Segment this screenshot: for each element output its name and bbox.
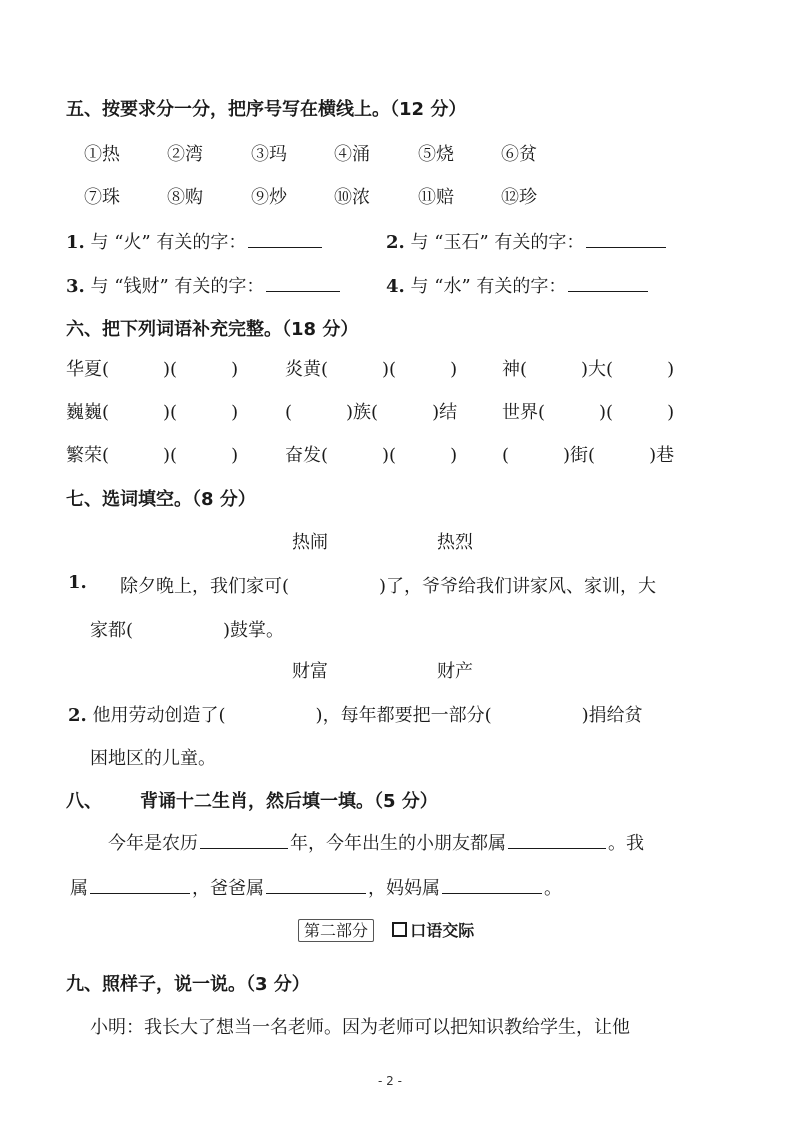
question-number: 1. — [66, 232, 85, 253]
option-item: ⑫珍 — [501, 187, 537, 208]
option-item: ⑦珠 — [84, 187, 120, 208]
question-number: 4. — [386, 276, 405, 297]
option-item: ①热 — [84, 144, 120, 165]
question-number: 3. — [66, 276, 85, 297]
word-option: 热闹 — [292, 532, 328, 553]
option-item: ⑩浓 — [334, 187, 370, 208]
word-option: 财富 — [292, 661, 328, 682]
word-option: 热烈 — [437, 532, 473, 553]
answer-blank[interactable] — [442, 879, 542, 894]
question-7-1-line-2: 家都( )鼓掌。 — [90, 620, 285, 641]
option-item: ⑨炒 — [251, 187, 287, 208]
section-6-title: 六、把下列词语补充完整。（18 分） — [66, 319, 359, 340]
zodiac-line-1: 今年是农历 年，今年出生的小朋友都属 。我 — [108, 833, 644, 854]
option-item: ⑧购 — [167, 187, 203, 208]
idiom-fill[interactable]: 巍巍( )( ) — [66, 402, 239, 423]
idiom-fill[interactable]: ( )族( )结 — [285, 402, 458, 423]
answer-blank[interactable] — [248, 233, 322, 248]
question-text: 与 “玉石” 有关的字： — [410, 232, 585, 253]
option-item: ⑥贫 — [501, 144, 537, 165]
question-7-1-line-1: 除夕晚上，我们家可( )了，爷爷给我们讲家风、家训，大 — [120, 576, 657, 597]
question-number: 2. — [386, 232, 405, 253]
question-number: 1. — [68, 572, 87, 593]
word-option: 财产 — [437, 661, 473, 682]
idiom-fill[interactable]: 繁荣( )( ) — [66, 445, 239, 466]
section-8-title: 八、 背诵十二生肖，然后填一填。（5 分） — [66, 791, 438, 812]
idiom-fill[interactable]: 神( )大( ) — [502, 359, 675, 380]
section-7-title: 七、选词填空。（8 分） — [66, 489, 256, 510]
question-5-4 — [386, 272, 650, 298]
answer-blank[interactable] — [568, 277, 648, 292]
option-item: ⑤烧 — [418, 144, 454, 165]
part-label: 第二部分 — [298, 919, 374, 942]
idiom-fill[interactable]: 华夏( )( ) — [66, 359, 239, 380]
zodiac-line-2: 属 ，爸爸属 ，妈妈属 。 — [70, 878, 562, 899]
question-5-1 — [66, 228, 324, 254]
answer-blank[interactable] — [508, 834, 606, 849]
question-text: 与 “火” 有关的字： — [90, 232, 247, 253]
idiom-fill[interactable]: 炎黄( )( ) — [285, 359, 458, 380]
checkbox-square-icon — [392, 922, 407, 937]
part-title: 口语交际 — [410, 921, 475, 940]
part-2-header — [298, 918, 474, 941]
question-5-2 — [386, 228, 668, 254]
page-number: - 2 - — [378, 1074, 402, 1088]
idiom-fill[interactable]: 世界( )( ) — [502, 402, 675, 423]
question-5-3 — [66, 272, 342, 298]
option-item: ③玛 — [251, 144, 287, 165]
option-item: ⑪赔 — [418, 187, 454, 208]
answer-blank[interactable] — [586, 233, 666, 248]
question-7-2-line-2: 困地区的儿童。 — [90, 748, 216, 769]
answer-blank[interactable] — [90, 879, 190, 894]
question-text: 与 “钱财” 有关的字： — [90, 276, 265, 297]
question-7-2-line-1: 2. 他用劳动创造了( )，每年都要把一部分( )捐给贫 — [68, 705, 643, 726]
answer-blank[interactable] — [266, 879, 366, 894]
idiom-fill[interactable]: ( )街( )巷 — [502, 445, 675, 466]
answer-blank[interactable] — [200, 834, 288, 849]
option-item: ②湾 — [167, 144, 203, 165]
idiom-fill[interactable]: 奋发( )( ) — [285, 445, 458, 466]
answer-blank[interactable] — [266, 277, 340, 292]
section-5-title: 五、按要求分一分，把序号写在横线上。（12 分） — [66, 99, 467, 120]
section-9-title: 九、照样子，说一说。（3 分） — [66, 974, 310, 995]
option-item: ④涌 — [334, 144, 370, 165]
question-text: 与 “水” 有关的字： — [410, 276, 567, 297]
section-9-line-1: 小明：我长大了想当一名老师。因为老师可以把知识教给学生，让他 — [90, 1017, 630, 1038]
